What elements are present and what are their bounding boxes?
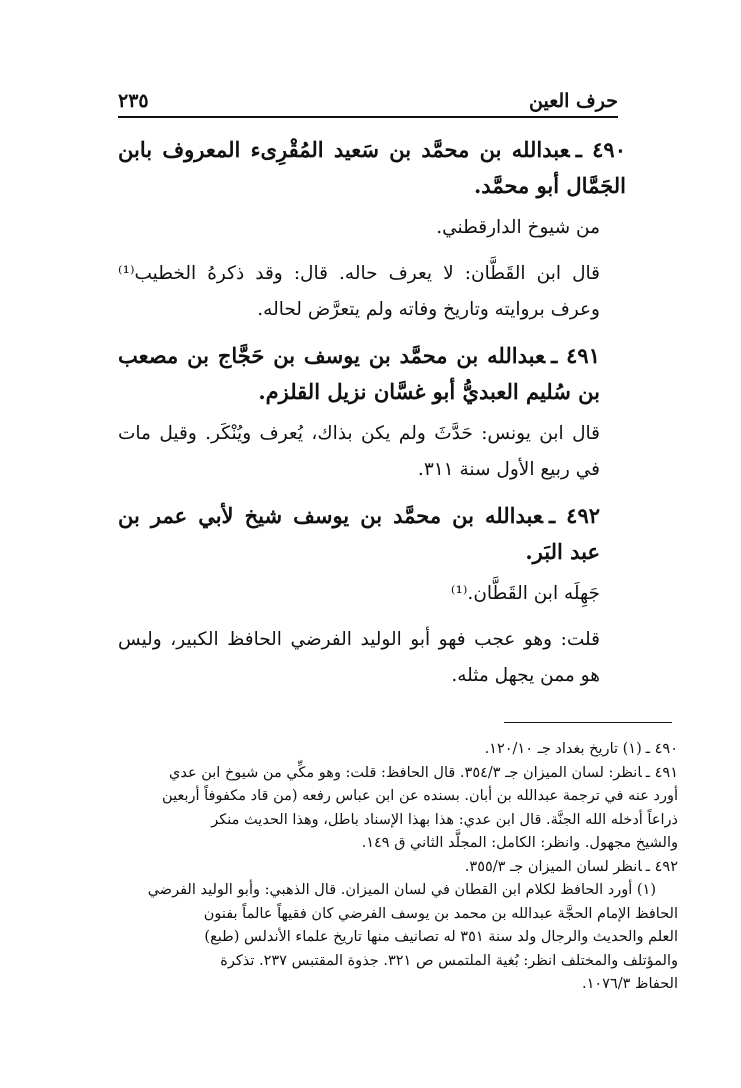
- header-rule: [118, 116, 618, 118]
- entry-paragraph: قلت: وهو عجب فهو أبو الوليد الفرضي الحافظ الكبير، وليس هو ممن يجهل مثله.: [118, 629, 600, 686]
- main-text: [118, 132, 626, 704]
- footnote-ref: ٤٩٠ ـ: [645, 741, 678, 757]
- footnote-rule: [504, 722, 672, 723]
- footnote: [118, 738, 678, 762]
- footnote-ref: ٤٩٢ ـ: [645, 858, 678, 875]
- footnote-ref: ٤٩١ ـ: [645, 764, 678, 781]
- entry-title: عبدالله بن محمَّد بن يوسف بن حَجَّاج بن مصعب بن سُليم العبديُّ أبو غسَّان نزيل القلزم.: [118, 343, 600, 404]
- entry-paragraph: من شيوخ الدارقطني.: [436, 217, 600, 238]
- footnote-line: والشيخ مجهول. وانظر: الكامل: المجلَّد الثاني ق ١٤٩.: [361, 835, 678, 851]
- entry-paragraph: قال ابن يونس: حَدَّثَ ولم يكن بذاك، يُعرف ويُنْكَر. وقيل مات في ربيع الأول سنة ٣١١.: [118, 423, 600, 480]
- footnote-line: العلم والحديث والرجال ولد سنة ٣٥١ له تصانيف منها تاريخ علماء الأندلس (طبع): [204, 929, 678, 945]
- entry-number: ٤٩١ ـ: [551, 343, 600, 368]
- footnote-line: والمؤتلف والمختلف انظر: بُغية الملتمس ص ٣٢١. جذوة المقتبس ٢٣٧. تذكرة: [220, 952, 678, 969]
- footnote: [118, 762, 678, 786]
- entry-title: عبدالله بن محمَّد بن يوسف شيخ لأبي عمر بن عبد البَر.: [118, 503, 600, 564]
- entry-paragraph: جَهِلَه ابن القَطَّان.⁽¹⁾: [450, 583, 600, 604]
- footnote-line: انظر: لسان الميزان جـ ٣٥٤/٣. قال الحافظ: قلت: وهو مكِّي من شيوخ ابن عدي: [169, 764, 642, 781]
- footnote-line: أورد عنه في ترجمة عبدالله بن أبان. بسنده عن ابن عباس رفعه (من قاد مكفوفاً أربعين: [162, 788, 678, 804]
- footnote-line: انظر لسان الميزان جـ ٣٥٥/٣.: [464, 858, 642, 875]
- footnote-line: الحفاظ ١٠٧٦/٣.: [581, 976, 678, 992]
- entry-heading: [118, 498, 626, 570]
- entry-paragraph: قال ابن القَطَّان: لا يعرف حاله. قال: وقد ذكرهُ الخطيب⁽¹⁾ وعرف بروايته وتاريخ وفاته ولم يتعرَّض لحاله.: [118, 263, 600, 320]
- chapter-title: حرف العين: [529, 90, 618, 112]
- entry-title: عبدالله بن محمَّد بن سَعيد المُقْرِىء المعروف بابن الجَمَّال أبو محمَّد.: [118, 137, 626, 198]
- footnote: [118, 856, 678, 880]
- entry-number: ٤٩٢ ـ: [548, 503, 601, 528]
- running-header: [118, 90, 618, 116]
- footnote-line: (١) تاريخ بغداد جـ ١٢٠/١٠.: [484, 741, 642, 757]
- footnote-line: (١) أورد الحافظ لكلام ابن القطان في لسان الميزان. قال الذهبي: وأبو الوليد الفرضي: [147, 882, 656, 898]
- page-number: ٢٣٥: [118, 90, 149, 112]
- footnote-line: الحافظ الإمام الحجَّة عبدالله بن محمد بن يوسف الفرضي كان فقيهاً عالماً بفنون: [203, 905, 678, 922]
- entry-number: ٤٩٠ ـ: [575, 137, 626, 162]
- entry-heading: [118, 132, 626, 204]
- footnote-line: ذراعاً أدخله الله الجنَّة. قال ابن عدي: هذا بهذا الإسناد باطل، وهذا الحديث منكر: [211, 811, 678, 828]
- footnotes: [118, 738, 678, 997]
- entry-heading: [118, 338, 626, 410]
